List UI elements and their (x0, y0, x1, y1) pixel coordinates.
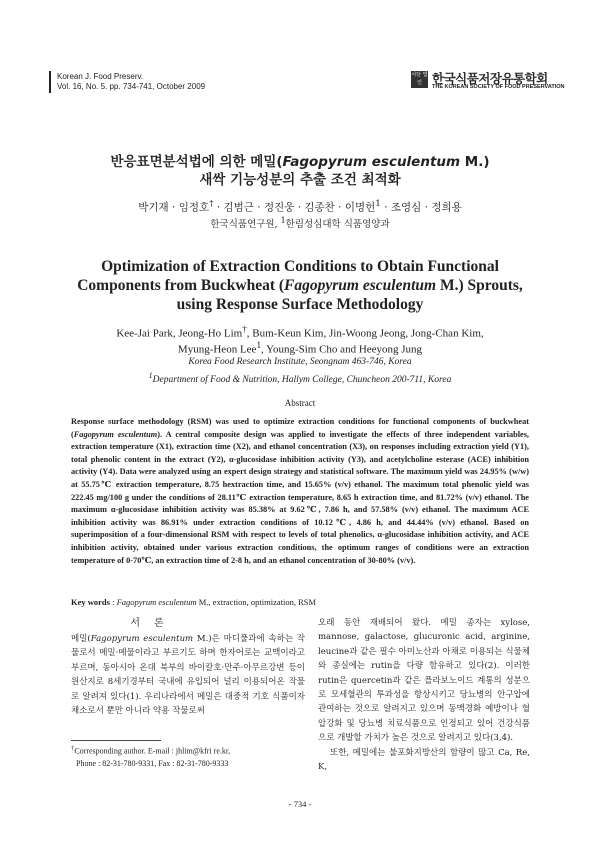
footnote-email: †Corresponding author. E-mail : jhlim@kfri re.kr, (71, 745, 231, 756)
english-authors-line-2: Myung-Heon Lee$^1$, Young-Sim Cho and Heeyong Jung (177, 340, 423, 356)
english-title-line-2: Components from Buckwheat (Fagopyrum esculentum M.) Sprouts, (77, 277, 523, 294)
society-logo (411, 71, 565, 93)
journal-name: Korean J. Food Preserv. (57, 72, 144, 81)
body-column-right (318, 616, 530, 774)
journal-citation (57, 72, 205, 91)
journal-volume: Vol. 16, No. 5. pp. 734-741, October 2009 (57, 81, 206, 91)
body-paragraph: 또한, 메밀에는 불포화지방산의 함량이 많고 Ca, Re, K, (318, 747, 530, 773)
abstract-heading: Abstract (284, 398, 316, 408)
footnote-rule (71, 740, 161, 741)
society-logo-mark: 사단 법인 (411, 72, 428, 86)
corresponding-author-footnote (71, 743, 311, 770)
korean-title-species: Fagopyrum esculentum (282, 154, 461, 170)
body-column-left: 메밀(Fagopyrum esculentum M.)은 마디풀과에 속하는 작물로서 메밀·메물이라고 부르기도 하며 한자어로는 교맥이라고 부르며, 동아시아 온대 북부의 바이칼호·만주·아무르강변 등이 원산지로 8세기경부터 국내에 유입되어 널리 이용되어온 작물로 알려져 있다(1). 우리나라에서 메밀은 대중적 기호 식품이자 채소로서 뿐만 아니라 약용 작물로써 (71, 634, 305, 717)
society-name-korean: 한국식품저장유통학회 (432, 71, 548, 86)
english-title-line-1: Optimization of Extraction Conditions to Obtain Functional (101, 258, 499, 275)
introduction-heading: 서론 (130, 618, 178, 629)
english-authors-line-1: Kee-Jai Park, Jeong-Ho Lim†, Bum-Keun Kim, Jin-Woong Jeong, Jong-Chan Kim, (116, 324, 484, 340)
korean-title-line-2: 새싹 기능성분의 추출 조건 최적화 (199, 172, 401, 188)
abstract-species: Fagopyrum esculentum (73, 429, 158, 439)
korean-title-line-1: 반응표면분석법에 의한 메밀(Fagopyrum esculentum M.) (110, 154, 490, 170)
body-paragraph: 오래 동안 재배되어 왔다. 메밀 종자는 xylose, mannose, galactose, glucuronic acid, arginine, leucine과 같은 필수 아미노산과 아채로 이용되는 식물체와 종실에는 rutin을 다량 함유하고 있다(2). 이러한 rutin은 quercetin과 같은 플라보노이드 계통의 성분으로 모세혈관의 투과성을 항상시키고 당뇨병의 안구압에 관여하는 것으로 알려지고 있으며 동맥경화 예방이나 혈압강화 및 당뇨병 치료식품으로 인정되고 있어 건강식품으로 개발할 가치가 높은 것으로 알려지고 있다(3,4). (318, 618, 530, 744)
page-number: - 734 - (288, 799, 312, 809)
abstract-body: Response surface methodology (RSM) was used to optimize extraction conditions for functional components of buckwheat (Fagopyrum esculentum). A central composite design was applied to investigate the effects of three independent variables, extraction temperature (X1), extraction time (X2), and ethanol concentration (X3), on responses including extraction yield (Y1), total phenolic content in the extract (Y2), α-glucosidase inhibition activity (Y3), and acetylcholine esterase (ACE) inhibition activity (Y4). Data were analyzed using an expert design strategy and statistical software. The maximum yield was 24.95% (w/w) at 55.75℃ extraction temperature, 8.75 hextraction time, and 15.65% (v/v) ethanol. The maximum total phenolic yield was 222.45 mg/100 g under the conditions of 28.11℃ extraction temperature, 8.65 h extraction time, and 81.72% (v/v) ethanol. The maximum α-glucosidase inhibition activity was 85.38% at 9.62℃, 7.86 h, and 57.58% (v/v) ethanol. The maximum ACE inhibition activity was 86.91% under extraction conditions of 10.12℃, 4.86 h, and 44.44% (v/v) ethanol. Based on superimposition of a four-dimensional RSM with respect to levels of total phenolics, α-glucosidase inhibition activity, and ACE inhibition activity, obtained under various extraction conditions, the optimum ranges of conditions were an extraction temperature of 0-70℃, an extraction time of 2-8 h, and an ethanol concentration of 30-80% (v/v). (71, 417, 529, 565)
english-title-line-3: using Response Surface Methodology (176, 296, 424, 313)
korean-authors: 박기재 · 임정호† · 김범근 · 정진웅 · 김종찬 · 이명헌$^1$ · 조영심 · 정희용 (138, 199, 462, 214)
english-affiliation-2: $^1$Department of Food & Nutrition, Hallym College, Chuncheon 200-711, Korea (148, 371, 452, 386)
keywords: Key words : Fagopyrum esculentum M., extraction, optimization, RSM (71, 597, 317, 607)
journal-rule (49, 71, 51, 93)
keywords-label: Key words (71, 597, 110, 607)
english-affiliation-1: Korea Food Research Institute, Seongnam 463-746, Korea (188, 357, 412, 367)
english-title-species: Fagopyrum esculentum (284, 277, 437, 294)
footnote-phone: Phone : 82-31-780-9331, Fax : 82-31-780-9333 (76, 758, 229, 768)
society-name-english: THE KOREAN SOCIETY OF FOOD PRESERVATION (432, 84, 565, 90)
korean-affiliations: 한국식품연구원, $^1$한림성심대학 식품영양과 (210, 216, 390, 231)
